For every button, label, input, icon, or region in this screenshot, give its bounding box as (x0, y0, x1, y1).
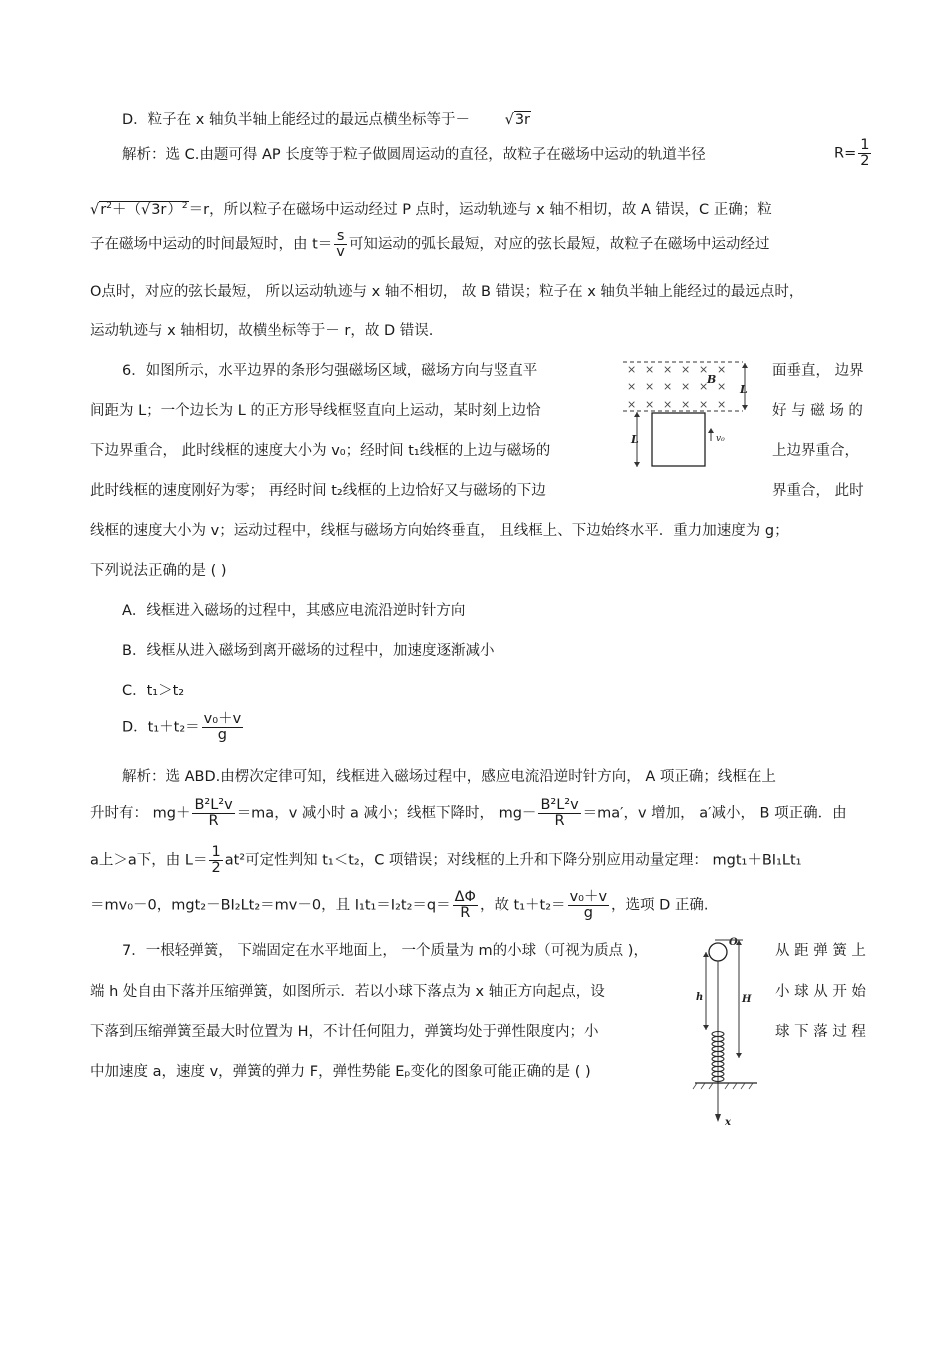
velocity-label: v₀ (716, 434, 725, 444)
q5-option-d (122, 110, 531, 130)
q6-exp-line2: 升时有： mg＋ $\frac{\text{B²L²v}}{R}$ ＝ma，v 减小时 a 减小；线框下降时， mg－ $\frac{\text{B²L²v}}{R}$ ＝ma′，v 增加， a′减小， B 项正确．由 (90, 797, 847, 829)
svg-text:×: × (627, 363, 637, 376)
svg-text:×: × (627, 380, 637, 393)
square-frame (652, 413, 705, 466)
label-l-top: L (740, 383, 748, 396)
svg-text:×: × (645, 380, 655, 393)
q5-exp-line2: $√r^2+(√3r)^2=r$，所以粒子在磁场中运动经过 P 点时，运动轨迹与 x 轴不相切，故 A 错误，C 正确；粒 (90, 201, 772, 218)
q7-line1-right: 从 距 弹 簧 上 (775, 943, 866, 959)
q6-exp-line3: a上＞a下，由 L＝ $\frac{1}{2}$ at²可定性判知 t₁＜t₂，C 项错误；对线框的上升和下降分别应用动量定理： mgt₁＋BI₁Lt₁ (90, 844, 802, 876)
q7-line2-left: 端 h 处自由下落并压缩弹簧，如图所示．若以小球下落点为 x 轴正方向起点，设 (90, 984, 605, 1000)
q7-line1-left: 7．一根轻弹簧， 下端固定在水平地面上， 一个质量为 m的小球（可视为质点 )， (122, 943, 648, 959)
q6-option-d: D．t₁＋t₂＝ $\frac{\text{v₀＋v}}{g}$ (122, 711, 242, 743)
q5-exp-line3: 子在磁场中运动的时间最短时，由 t＝ $\frac{s}{v}$ 可知运动的弧长最短，对应的弦长最短，故粒子在磁场中运动经过 (90, 228, 770, 260)
label-big-h: H (742, 994, 752, 1005)
q6-line3-right: 上边界重合， (772, 443, 859, 459)
q6-line5: 线框的速度大小为 v；运动过程中，线框与磁场方向始终垂直， 且线框上、下边始终水平．重力加速度为 g； (90, 523, 789, 539)
sqrt3-symbol: √3r (504, 112, 531, 128)
q6-line6: 下列说法正确的是 ( ) (90, 563, 227, 579)
svg-text:×: × (699, 398, 709, 411)
q6-line1-right: 面垂直， 边界 (772, 363, 864, 379)
svg-text:×: × (645, 363, 655, 376)
q6-exp-line1: 解析：选 ABD.由楞次定律可知，线框进入磁场过程中，感应电流沿逆时针方向， A 项正确；线框在上 (122, 769, 776, 785)
svg-text:×: × (717, 380, 727, 393)
q6-line2-right: 好 与 磁 场 的 (772, 403, 863, 419)
ground-hatch (693, 1083, 753, 1089)
q6-line2-left: 间距为 L；一个边长为 L 的正方形导线框竖直向上运动，某时刻上边恰 (90, 403, 541, 419)
label-l-bottom: L (631, 433, 639, 446)
svg-text:×: × (681, 380, 691, 393)
q7-line4: 中加速度 a，速度 v，弹簧的弹力 F，弹性势能 Eₚ变化的图象可能正确的是 ( ) (90, 1064, 591, 1080)
sqrt-symbol: $√r^2+(√3r)^2$ (90, 201, 188, 218)
label-o: O (729, 937, 738, 948)
svg-text:×: × (717, 398, 727, 411)
q6-option-b: B．线框从进入磁场到离开磁场的过程中，加速度逐渐减小 (122, 643, 495, 659)
q6-line3-left: 下边界重合， 此时线框的速度大小为 v₀；经时间 t₁线框的上边与磁场的 (90, 443, 551, 459)
svg-text:×: × (681, 363, 691, 376)
field-cross-marks (627, 363, 726, 411)
q5-exp-line4: O点时，对应的弦长最短， 所以运动轨迹与 x 轴不相切， 故 B 错误；粒子在 x 轴负半轴上能经过的最远点时， (90, 284, 804, 300)
svg-text:×: × (663, 398, 673, 411)
q6-figure (615, 355, 775, 473)
q7-line2-right: 小 球 从 开 始 (775, 984, 866, 1000)
q6-option-c: C．t₁＞t₂ (122, 683, 185, 699)
svg-text:×: × (663, 380, 673, 393)
svg-text:×: × (645, 398, 655, 411)
q5-exp-line5: 运动轨迹与 x 轴相切，故横坐标等于－ r，故 D 错误. (90, 323, 434, 339)
q5-exp-line1: 解析：选 C.由题可得 AP 长度等于粒子做圆周运动的直径，故粒子在磁场中运动的轨道半径 (122, 147, 706, 163)
svg-text:×: × (627, 398, 637, 411)
q7-line3-right: 球 下 落 过 程 (775, 1024, 866, 1040)
q6-option-a: A．线框进入磁场的过程中，其感应电流沿逆时针方向 (122, 603, 466, 619)
svg-text:×: × (681, 398, 691, 411)
q6-line1-left: 6．如图所示，水平边界的条形匀强磁场区域，磁场方向与竖直平 (122, 363, 538, 379)
svg-text:×: × (699, 363, 709, 376)
q6-line4-left: 此时线框的速度刚好为零； 再经时间 t₂线框的上边恰好又与磁场的下边 (90, 483, 546, 499)
q5-option-d-text: D．粒子在 x 轴负半轴上能经过的最远点横坐标等于－ (122, 112, 470, 128)
label-x: x (725, 1117, 731, 1128)
q5-radius-half: R= $\frac{1}{2}$ (834, 137, 870, 169)
q7-figure (685, 930, 770, 1130)
q6-line4-right: 界重合， 此时 (772, 483, 864, 499)
ball (709, 943, 727, 961)
label-h: h (696, 992, 704, 1003)
field-label-b: B (707, 373, 717, 386)
q6-exp-line4: ＝mv₀－0，mgt₂－BI₂Lt₂＝mv－0，且 I₁t₁＝I₂t₂＝q＝ $\frac{\Delta\Phi}{R}$ ，故 t₁＋t₂＝ $\frac{\text{v₀＋v}}{g}$ ，选项 D 正确. (90, 889, 709, 921)
q7-line3-left: 下落到压缩弹簧至最大时位置为 H，不计任何阻力，弹簧均处于弹性限度内；小 (90, 1024, 599, 1040)
svg-text:×: × (699, 380, 709, 393)
svg-text:×: × (663, 363, 673, 376)
svg-text:×: × (717, 363, 727, 376)
